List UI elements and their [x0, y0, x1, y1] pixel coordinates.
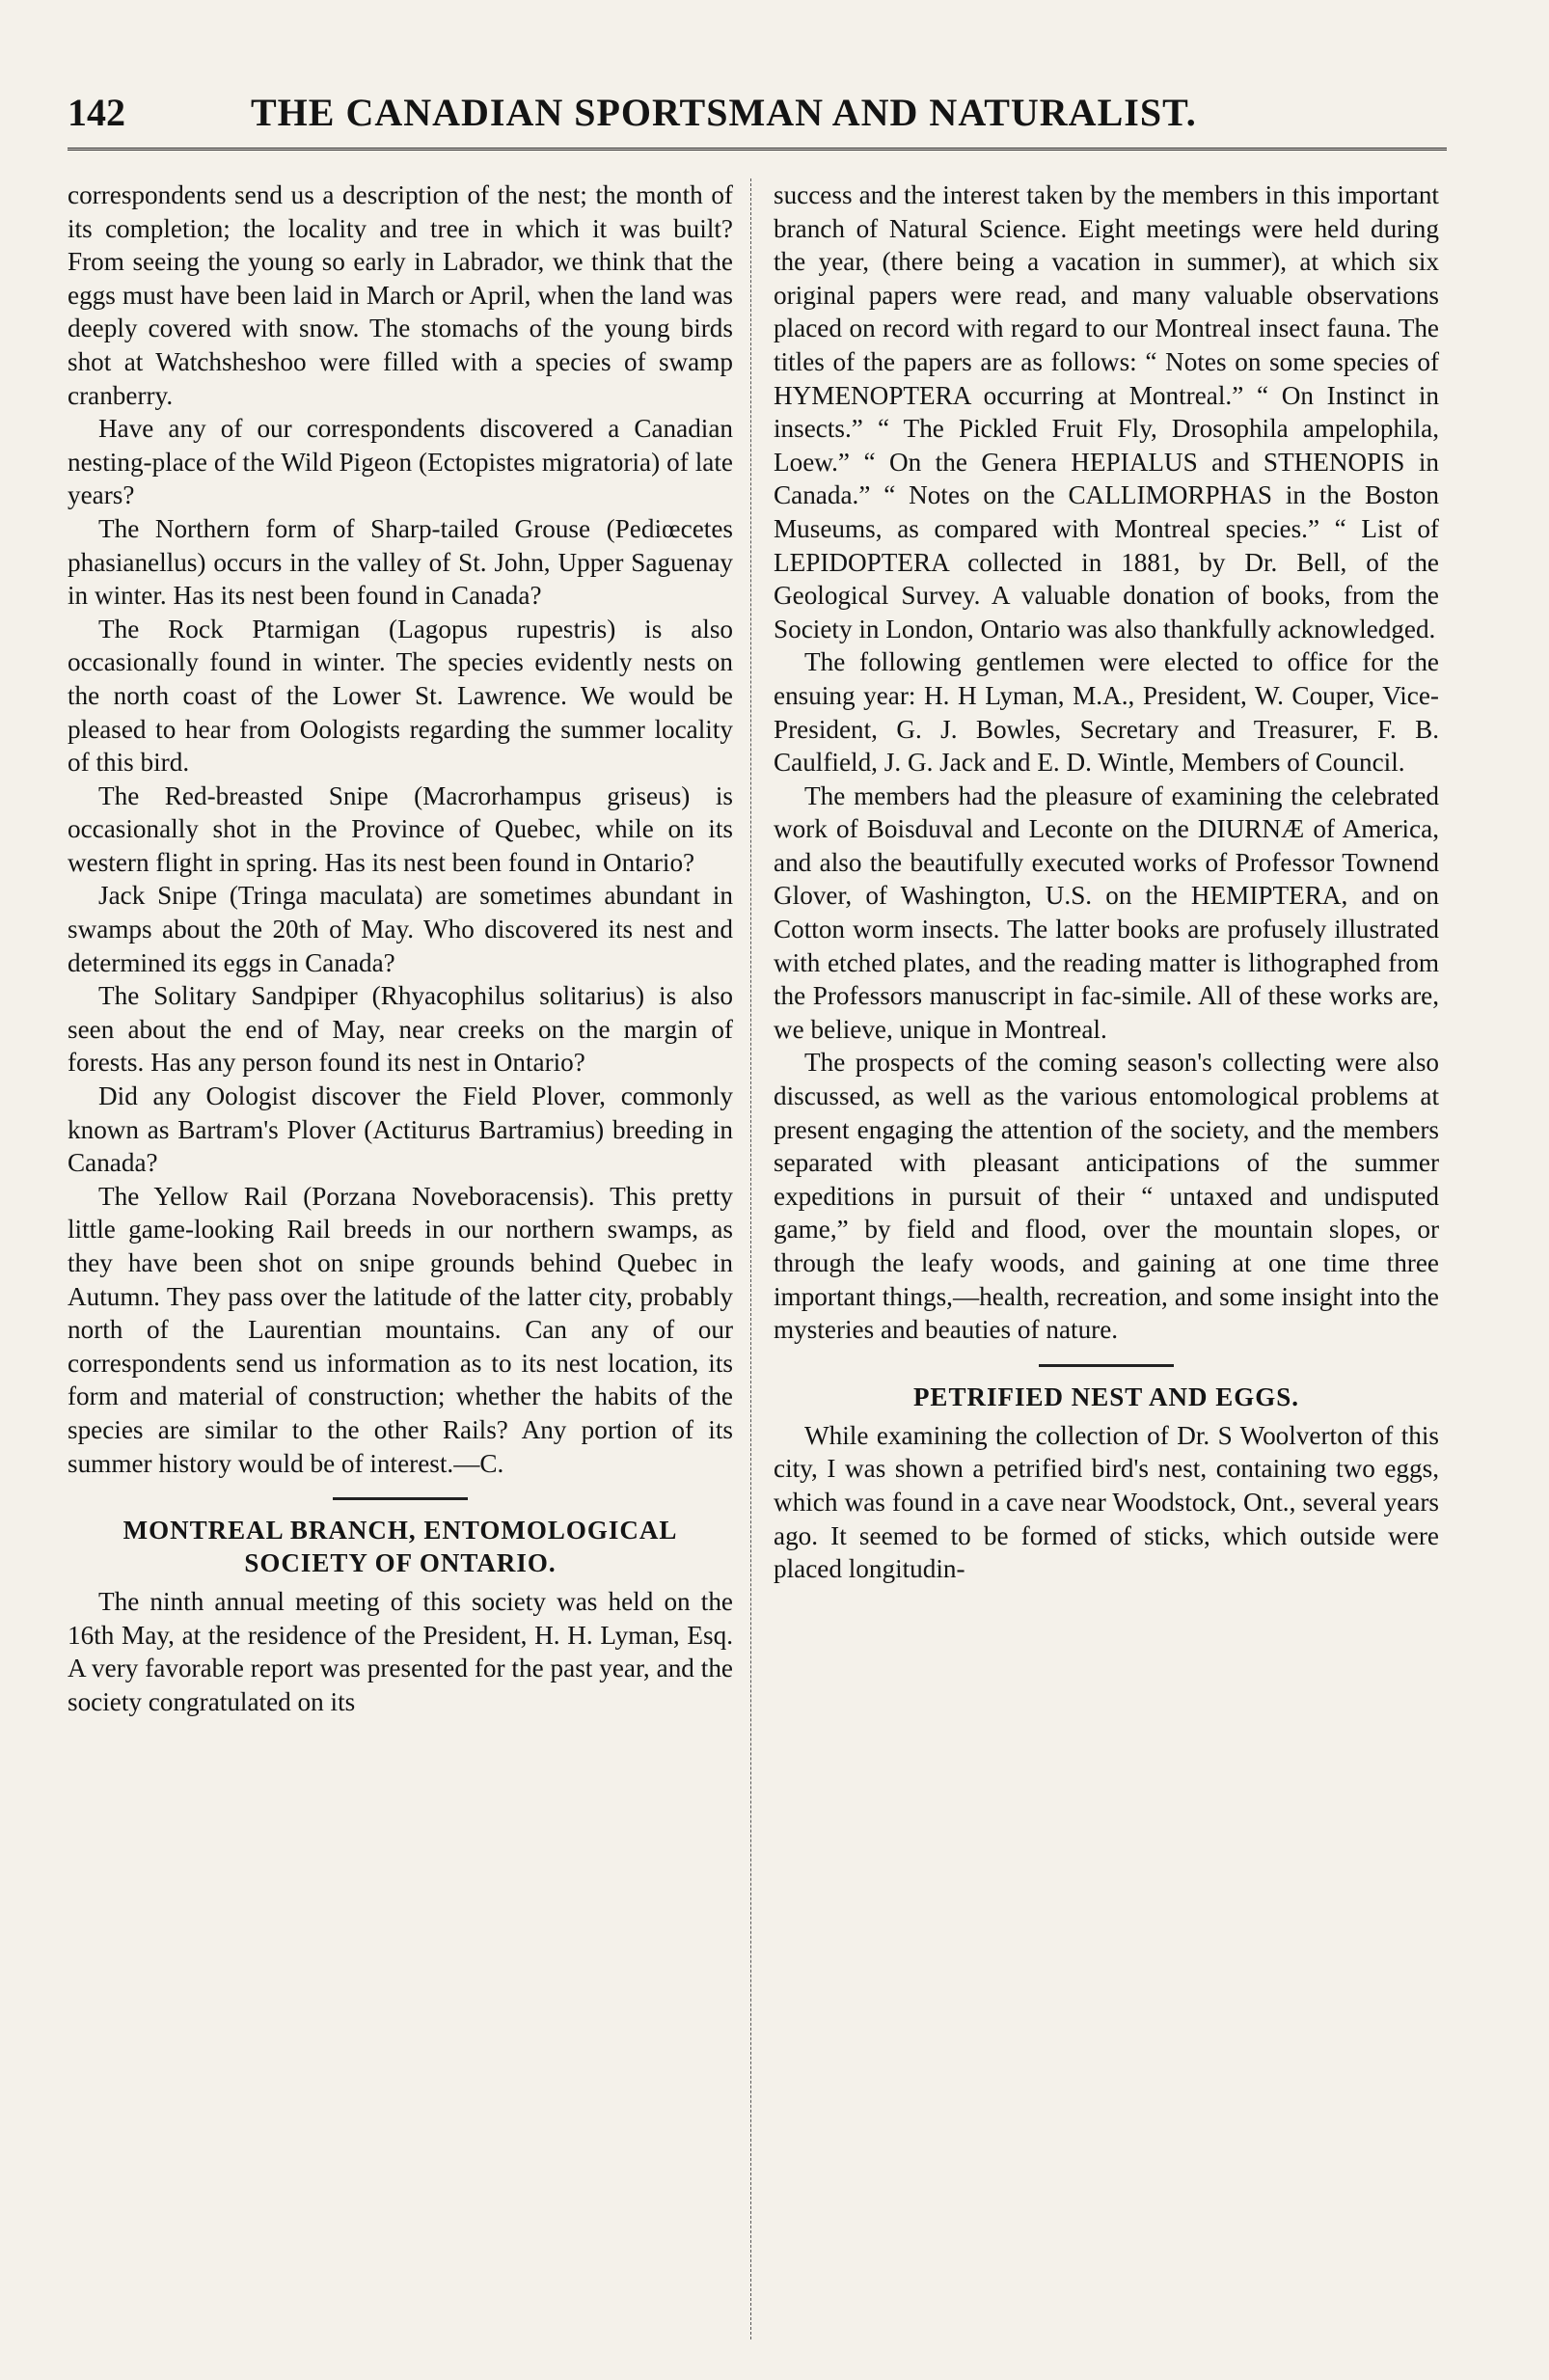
paragraph: correspondents send us a description of the nest; the month of its completion; the locality and tree in which it was built? From seeing the young so early in Labrador, we think that the eggs must have been laid in March or April, when the land was deeply covered with snow. The stomachs of the young birds shot at Watchsheshoo were filled with a species of swamp cranberry.	[68, 180, 733, 410]
paragraph: The Yellow Rail (Porzana Noveboracensis). This pretty little game-looking Rail breeds in our northern swamps, as they have been shot on snipe grounds behind Quebec in Autumn. They pass over the latitude of the latter city, probably north of the Laurentian mountains. Can any of our correspondents send us information as to its nest location, its form and material of construction; whether the habits of the species are similar to the other Rails? Any portion of its summer history would be of interest.—C.	[68, 1181, 733, 1478]
page-header	[68, 82, 1447, 150]
section-rule	[333, 1497, 468, 1500]
paragraph: The Solitary Sandpiper (Rhyacophilus solitarius) is also seen about the end of May, near creeks on the margin of forests. Has any person found its nest in Ontario?	[68, 981, 733, 1078]
section-rule	[1039, 1364, 1174, 1367]
left-column	[68, 178, 733, 1719]
paragraph: While examining the collection of Dr. S Woolverton of this city, I was shown a petrified bird's nest, containing two eggs, which was found in a cave near Woodstock, Ont., several years ago. It seemed to be formed of sticks, which outside were placed longitudin-	[774, 1420, 1439, 1584]
paragraph: The members had the pleasure of examining the celebrated work of Boisduval and Leconte on the DIURNÆ of America, and also the beautifully executed works of Professor Townend Glover, of Washington, U.S. on the HEMIPTERA, and on Cotton worm insects. The latter books are profusely illustrated with etched plates, and the reading matter is lithographed from the Professors manuscript in fac-simile. All of these works are, we believe, unique in Montreal.	[774, 780, 1439, 1044]
paragraph: The Rock Ptarmigan (Lagopus rupestris) is also occasionally found in winter. The species evidently nests on the north coast of the Lower St. Lawrence. We would be pleased to hear from Oologists regarding the summer locality of this bird.	[68, 614, 733, 778]
paragraph: The following gentlemen were elected to office for the ensuing year: H. H Lyman, M.A., President, W. Couper, Vice-President, G. J. Bowles, Secretary and Treasurer, F. B. Caulfield, J. G. Jack and E. D. Wintle, Members of Council.	[774, 647, 1439, 778]
running-title: THE CANADIAN SPORTSMAN AND NATURALIST.	[251, 91, 1197, 134]
section-title-line: MONTREAL BRANCH, ENTOMOLOGICAL	[122, 1516, 678, 1546]
column-divider	[750, 178, 751, 2339]
paragraph: The Northern form of Sharp-tailed Grouse (Pediœcetes phasianellus) occurs in the valley of St. John, Upper Saguenay in winter. Has its nest been found in Canada?	[68, 513, 733, 611]
paragraph: Have any of our correspondents discovered a Canadian nesting-place of the Wild Pigeon (Ectopistes migratoria) of late years?	[68, 414, 733, 510]
paragraph: Did any Oologist discover the Field Plover, commonly known as Bartram's Plover (Actiturus Bartramius) breeding in Canada?	[68, 1081, 733, 1178]
right-column	[774, 178, 1439, 1586]
page-number: 142	[68, 91, 125, 134]
paragraph: The Red-breasted Snipe (Macrorhampus griseus) is occasionally shot in the Province of Quebec, while on its western flight in spring. Has its nest been found in Ontario?	[68, 780, 733, 877]
paragraph: Jack Snipe (Tringa maculata) are sometimes abundant in swamps about the 20th of May. Who discovered its nest and determined its eggs in Canada?	[68, 881, 733, 977]
paragraph: The ninth annual meeting of this society was held on the 16th May, at the residence of the President, H. H. Lyman, Esq. A very favorable report was presented for the past year, and the society congratulated on its	[68, 1587, 733, 1716]
header-rule	[68, 148, 1447, 150]
paragraph: The prospects of the coming season's collecting were also discussed, as well as the various entomological problems at present engaging the attention of the society, and the members separated with pleasant anticipations of the summer expeditions in pursuit of their “ untaxed and undisputed game,” by field and flood, over the mountain slopes, or through the leafy woods, and gaining at one time three important things,—health, recreation, and some insight into the mysteries and beauties of nature.	[774, 1048, 1439, 1345]
section-title-line: SOCIETY OF ONTARIO.	[244, 1548, 557, 1578]
page	[68, 82, 1447, 2359]
paragraph: success and the interest taken by the members in this important branch of Natural Science. Eight meetings were held during the year, (there being a vacation in summer), at which six original papers were read, and many valuable observations placed on record with regard to our Montreal insect fauna. The titles of the papers are as follows: “ Notes on some species of HYMENOPTERA occurring at Montreal.” “ On Instinct in insects.” “ The Pickled Fruit Fly, Drosophila ampelophila, Loew.” “ On the Genera HEPIALUS and STHENOPIS in Canada.” “ Notes on the CALLIMORPHAS in the Boston Museums, as compared with Montreal species.” “ List of LEPIDOPTERA collected in 1881, by Dr. Bell, of the Geological Survey. A valuable donation of books, from the Society in London, Ontario was also thankfully acknowledged.	[774, 180, 1439, 643]
section-title	[68, 1514, 733, 1579]
section-title: PETRIFIED NEST AND EGGS.	[912, 1381, 1300, 1411]
